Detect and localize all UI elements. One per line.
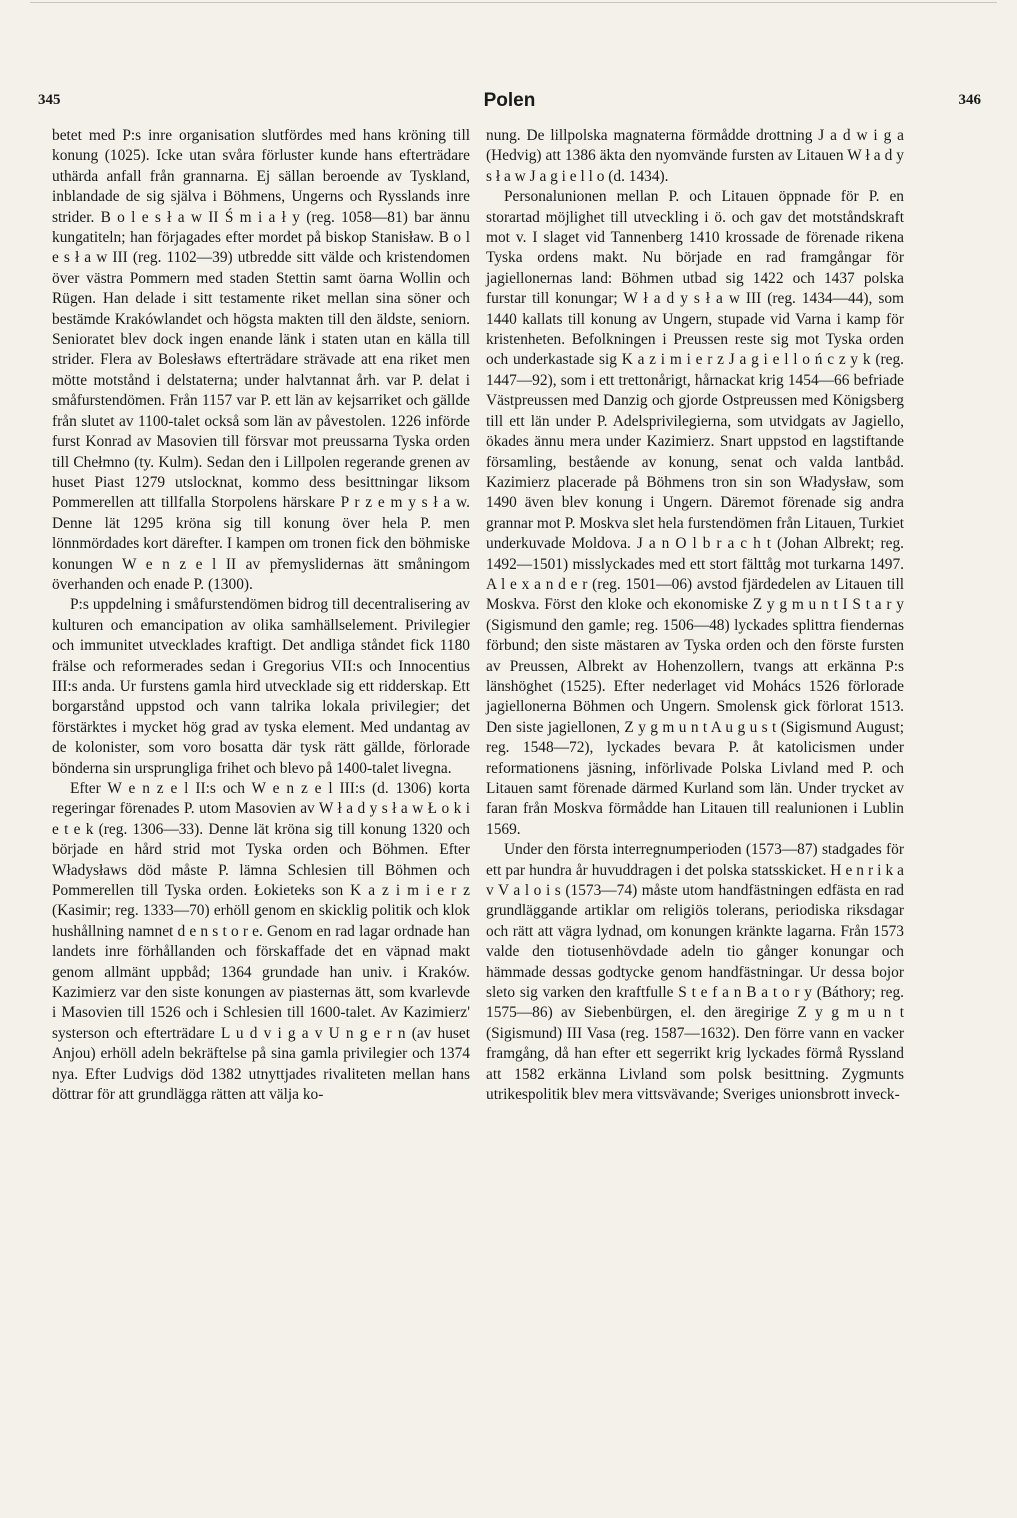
paragraph: Personalunionen mellan P. och Litauen öppnade för P. en storartad möjlighet till utveckling i ö. och gav det motståndskraft mot v. I slaget vid Tannenberg 1410 krossade de förenade rikena Tyska ordens makt. Nu började en rad framgångar för jagiellonernas land: Böhmen utbad sig 1422 och 1437 polska furstar till konungar; W ł a d y s ł a w III (reg. 1434—44), som 1440 kallats till konung av Ungern, stupade vid Varna i kamp för kristenheten. Befolkningen i Preussen reste sig mot Tyska orden och underkastade sig K a z i m i e r z J a g i e l l o ń c z y k (reg. 1447—92), som i ett trettonårigt, hårnackat krig 1454—66 befriade Västpreussen med Danzig och gjorde Ostpreussen med Königsberg till ett län under P. Adelsprivilegierna, som utvidgats av Jagiello, ökades ännu mera under Kazimierz. Snart uppstod en lagstiftande församling, bestående av konung, senat och valda lantbåd. Kazimierz placerade på Böhmens tron sin son Władysław, som 1490 även blev konung i Ungern. Däremot förenade sig andra grannar mot P. Moskva slet hela furstendömen från Litauen, Turkiet underkuvade Moldova. J a n O l b r a c h t (Johan Albrekt; reg. 1492—1501) misslyckades med ett stort fälttåg mot turkarna 1497. A l e x a n d e r (reg. 1501—06) avstod fjärdedelen av Litauen till Moskva. Först den kloke och ekonomiske Z y g m u n t I S t a r y (Sigismund den gamle; reg. 1506—48) lyckades splittra fiendernas förbund; den siste mästaren av Tyska orden och den förste fursten av Preussen, Albrekt av Hohenzollern, tvangs att erkänna P:s länshöghet (1525). Efter nederlaget vid Mohács 1526 förlorade jagiellonerna Böhmen och Ungern. Smolensk gick förlorat 1513. Den siste jagiellonen, Z y g m u n t A u g u s t (Sigismund August; reg. 1548—72), lyckades bevara P. åt katolicismen under reformationens jäsning, införlivade Polska Livland med P. och Litauen samt förenade därmed Kurland som län. Under trycket av faran från Moskva förmådde han Litauen till realunionen i Lublin 1569. <box>486 188 904 838</box>
top-rule <box>30 2 997 3</box>
left-column <box>52 126 470 1106</box>
paragraph: Under den första interregnumperioden (1573—87) stadgades för ett par hundra år huvuddragen i det polska statsskicket. H e n r i k a v V a l o i s (1573—74) måste utom handfästningen edfästa en rad grundläggande artiklar om religiös tolerans, periodiska riksdagar och rätt att vägra lydnad, om konungen kränkte lagarna. Från 1573 valde den tiotusenhövdade adeln tio gånger konungar och hämmade dessas godtycke genom handfästningar. Ur dessa bojor sleto sig varken den kraftfulle S t e f a n B a t o r y (Báthory; reg. 1575—86) av Siebenbürgen, el. den äregirige Z y g m u n t (Sigismund) III Vasa (reg. 1587—1632). Den förre vann en vacker framgång, då han efter ett segerrikt krig lyckades förmå Ryssland att 1582 erkänna Livland som polsk besittning. Zygmunts utrikespolitik blev mera vittsvävande; Sveriges unionsbrott inveck- <box>486 841 904 1104</box>
page-header <box>38 90 981 116</box>
paragraph: P:s uppdelning i småfurstendömen bidrog till decentralisering av kulturen och emancipation av olika samhällselement. Privilegier och immunitet utvecklades kraftigt. Det andliga ståndet fick 1180 frälse och reformerades sedan i Gregorius VII:s och Innocentius III:s anda. Ur furstens gamla hird utvecklade sig ett ridderskap. Ett borgarstånd uppstod och vann talrika lokala privilegier; det förstärktes i mycket hög grad av tyska element. Med undantag av de kolonister, som voro bosatta där tysk rätt gällde, förlorade bönderna sin ursprungliga frihet och blevo på 1400-talet livegna. <box>52 596 470 777</box>
page-number-left: 345 <box>38 92 61 108</box>
page-number-right: 346 <box>958 92 981 108</box>
running-title: Polen <box>483 90 536 111</box>
paragraph: betet med P:s inre organisation slutfördes med hans kröning till konung (1025). Icke utan svåra förluster kunde hans efterträdare uthärda anfall från grannarna. Ej sällan beroende av Tyskland, inblandade de sig själva i Böhmens, Ungerns och Rysslands inre strider. B o l e s ł a w II Ś m i a ł y (reg. 1058—81) bar ännu kungatiteln; han förjagades efter mordet på biskop Stanisław. B o l e s ł a w III (reg. 1102—39) utbredde sitt välde och kristendomen över västra Pommern med staden Stettin samt öarna Wollin och Rügen. Han delade i sitt testamente riket mellan sina söner och bestämde Krakówlandet och högsta makten till den äldste, seniorn. Senioratet blev dock ingen enande länk i staten utan en källa till strider. Flera av Bolesławs efterträdare strävade att ena riket men mötte motstånd i delstaterna; under halvtannat årh. var P. delat i småfurstendömen. Från 1157 var P. ett län av kejsarriket och gällde från slutet av 1100-talet också som län av påvestolen. 1226 införde furst Konrad av Masovien till försvar mot preussarna Tyska orden till Chełmno (ty. Kulm). Sedan den i Lillpolen regerande grenen av huset Piast 1279 utslocknat, kommo dess besittningar liksom Pommerellen att tillfalla Storpolens härskare P r z e m y s ł a w. Denne lät 1295 kröna sig till konung över hela P. men lönnmördades kort därefter. I kampen om tronen fick den böhmiske konungen W e n z e l II av přemyslidernas ätt småningom överhanden och enade P. (1300). <box>52 127 470 593</box>
paragraph: Efter W e n z e l II:s och W e n z e l III:s (d. 1306) korta regeringar förenades P. utom Masovien av W ł a d y s ł a w Ł o k i e t e k (reg. 1306—33). Denne lät kröna sig till konung 1320 och började en hård strid mot Tyska orden och Böhmen. Efter Władysławs död måste P. lämna Schlesien till Böhmen och Pommerellen till Tyska orden. Łokieteks son K a z i m i e r z (Kasimir; reg. 1333—70) erhöll genom en skicklig politik och klok hushållning namnet d e n s t o r e. Genom en rad lagar ordnade han landets inre förhållanden och förskaffade det en väpnad makt genom allmänt uppbåd; 1364 grundade han univ. i Kraków. Kazimierz var den siste konungen av piasternas ätt, som kvarlevde i Masovien till 1526 och i Schlesien till 1600-talet. Av Kazimierz' systerson och efterträdare L u d v i g a v U n g e r n (av huset Anjou) erhöll adeln bekräftelse på sina gamla privilegier och 1374 nya. Efter Ludvigs död 1382 utnyttjades rivaliteten mellan hans döttrar för att grundlägga rätten att välja ko- <box>52 780 470 1104</box>
right-column <box>486 126 904 1106</box>
paragraph: nung. De lillpolska magnaterna förmådde drottning J a d w i g a (Hedvig) att 1386 äkta den nyomvände fursten av Litauen W ł a d y s ł a w J a g i e l l o (d. 1434). <box>486 127 904 185</box>
